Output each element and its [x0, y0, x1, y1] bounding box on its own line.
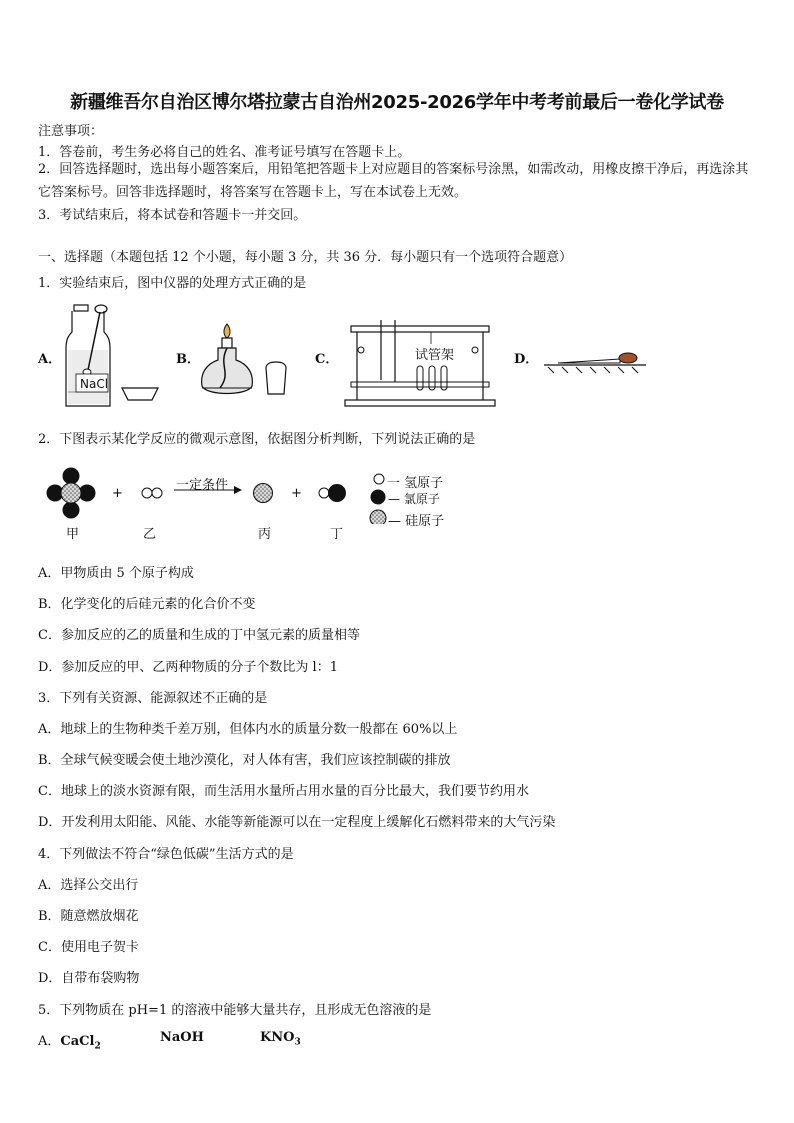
reagent-bottle-figure	[60, 300, 170, 412]
formula-kno3: $KNO_3$	[260, 1030, 301, 1048]
plus-sign-2: +	[291, 486, 302, 501]
q3-option-d: D．开发利用太阳能、风能、水能等新能源可以在一定程度上缓解化石燃料带来的大气污染	[38, 815, 556, 830]
q2-option-a: A．甲物质由 5 个原子构成	[38, 566, 194, 581]
rack-label: 试管架	[415, 348, 455, 363]
q2-option-b: B．化学变化的后硅元素的化合价不变	[38, 597, 256, 612]
dropper-figure	[540, 345, 650, 375]
q4-stem: 4．下列做法不符合“绿色低碳”生活方式的是	[38, 847, 294, 862]
notice-heading: 注意事项：	[38, 124, 104, 139]
formula-cacl2: CaCl$_2$	[60, 1034, 101, 1052]
notice-item-1: 1．答卷前，考生务必将自己的姓名、准考证号填写在答题卡上。	[38, 145, 411, 160]
formula-naoh: NaOH	[160, 1030, 204, 1045]
q2-option-d: D．参加反应的甲、乙两种物质的分子个数比为 l：1	[38, 660, 338, 675]
q3-stem: 3．下列有关资源、能源叙述不正确的是	[38, 691, 268, 706]
q2-option-c: C．参加反应的乙的质量和生成的丁中氢元素的质量相等	[38, 628, 360, 643]
q5-option-a-label: A．	[38, 1034, 61, 1049]
label-ding: 丁	[330, 527, 344, 542]
q4-option-b: B．随意燃放烟花	[38, 909, 139, 924]
legend-silicon: — 硅原子	[388, 514, 445, 529]
label-jia: 甲	[66, 527, 80, 542]
label-yi: 乙	[143, 527, 157, 542]
label-bing: 丙	[258, 527, 272, 542]
alcohol-lamp-figure	[196, 316, 296, 404]
q3-option-c: C．地球上的淡水资源有限，而生活用水量所占用水量的百分比最大，我们要节约用水	[38, 784, 529, 799]
legend-chlorine: — 氯原子	[388, 492, 440, 506]
q1-label-b: B．	[176, 352, 200, 367]
nacl-label: NaCl	[80, 377, 109, 391]
q5-option-a	[38, 1030, 301, 1052]
q4-option-d: D．自带布袋购物	[38, 971, 140, 986]
q2-stem: 2．下图表示某化学反应的微观示意图，依据图分析判断，下列说法正确的是	[38, 432, 476, 447]
q3-option-a: A．地球上的生物种类千差万别，但体内水的质量分数一般都在 60%以上	[38, 722, 458, 737]
reaction-condition: 一定条件	[176, 478, 229, 493]
q5-stem: 5．下列物质在 pH=1 的溶液中能够大量共存，且形成无色溶液的是	[38, 1003, 432, 1018]
q3-option-b: B．全球气候变暖会使土地沙漠化，对人体有害，我们应该控制碳的排放	[38, 753, 451, 768]
legend-hydrogen: 一 氢原子	[387, 476, 444, 491]
q1-label-d: D．	[514, 352, 539, 367]
notice-item-3: 3．考试结束后，将本试卷和答题卡一并交回。	[38, 208, 307, 223]
plus-sign-1: +	[112, 486, 123, 501]
q1-label-a: A．	[38, 352, 62, 367]
notice-item-2: 2．回答选择题时，选出每小题答案后，用铅笔把答题卡上对应题目的答案标号涂黑，如需改动，用橡皮擦干净后，再选涂其它答案标号。回答非选择题时，将答案写在答题卡上，写在本试卷上无效。	[38, 162, 749, 200]
test-tube-rack-figure	[335, 320, 505, 410]
section-heading: 一、选择题（本题包括 12 个小题，每小题 3 分，共 36 分．每小题只有一个选项符合题意）	[38, 250, 573, 265]
q1-stem: 1．实验结束后，图中仪器的处理方式正确的是	[38, 276, 307, 291]
q4-option-a: A．选择公交出行	[38, 878, 139, 893]
q1-label-c: C．	[315, 352, 339, 367]
q4-option-c: C．使用电子贺卡	[38, 940, 139, 955]
page-title: 新疆维吾尔自治区博尔塔拉蒙古自治州2025-2026学年中考考前最后一卷化学试卷	[70, 92, 724, 113]
